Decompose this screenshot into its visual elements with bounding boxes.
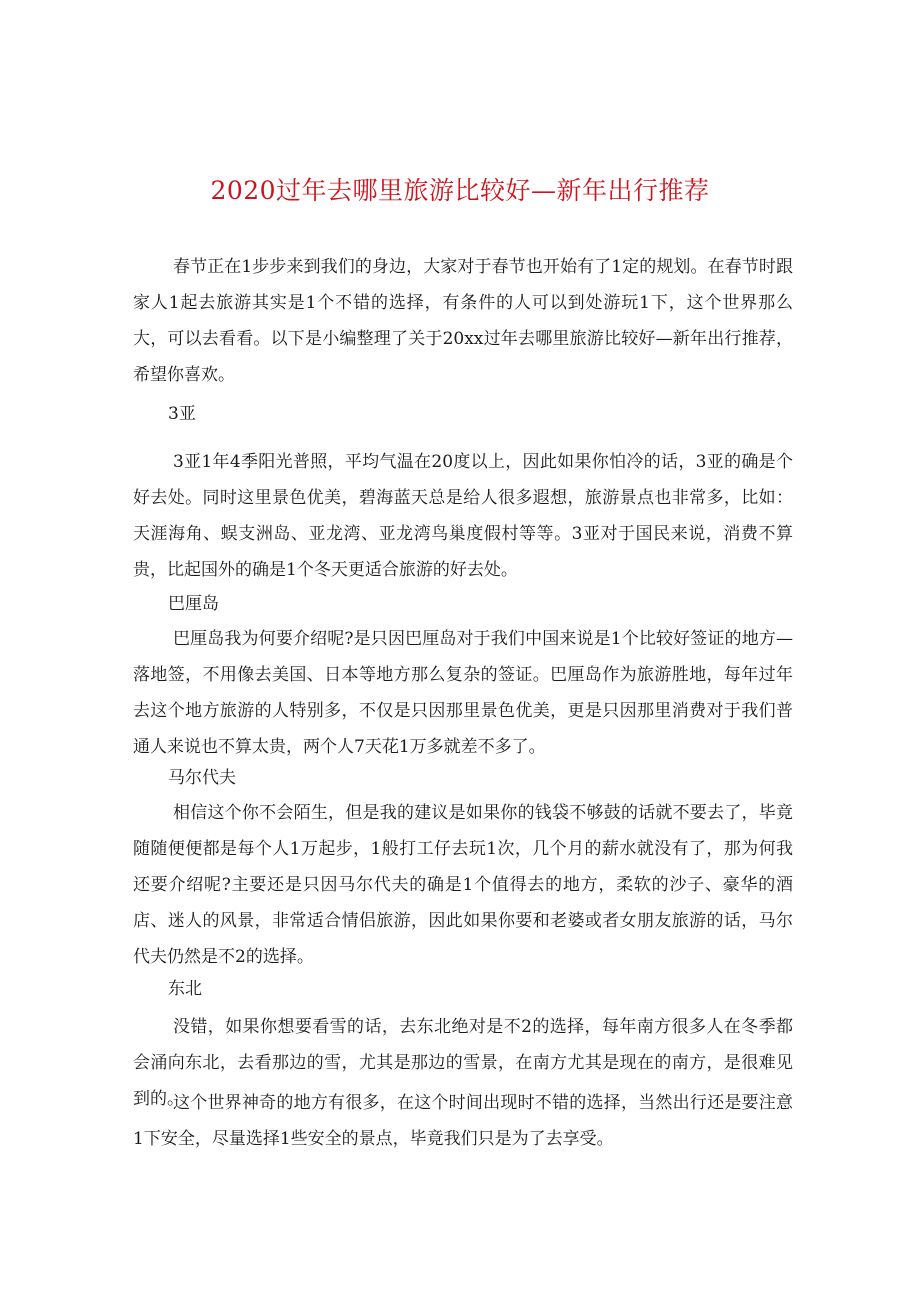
- section-heading-bali: 巴厘岛: [168, 594, 219, 614]
- section-body-maldives: 相信这个你不会陌生，但是我的建议是如果你的钱袋不够鼓的话就不要去了，毕竟随随便便都是每个人1万起步，1般打工仔去玩1次，几个月的薪水就没有了，那为何我还要介绍呢?主要还是只因马尔代夫的确是1个值得去的地方，柔软的沙子、豪华的酒店、迷人的风景，非常适合情侣旅游，因此如果你要和老婆或者女朋友旅游的话，马尔代夫仍然是不2的选择。: [133, 803, 793, 967]
- page-title: 2020过年去哪里旅游比较好—新年出行推荐: [210, 176, 710, 205]
- section-body-sanya: 3亚1年4季阳光普照，平均气温在20度以上，因此如果你怕冷的话，3亚的确是个好去处。同时这里景色优美，碧海蓝天总是给人很多遐想，旅游景点也非常多，比如：天涯海角、蜈支洲岛、亚龙湾、亚龙湾鸟巢度假村等等。3亚对于国民来说，消费不算贵，比起国外的确是1个冬天更适合旅游的好去处。: [133, 452, 793, 580]
- section-heading-northeast: 东北: [168, 979, 202, 999]
- section-heading-sanya: 3亚: [168, 404, 196, 424]
- section-body-bali: 巴厘岛我为何要介绍呢?是只因巴厘岛对于我们中国来说是1个比较好签证的地方—落地签，不用像去美国、日本等地方那么复杂的签证。巴厘岛作为旅游胜地，每年过年去这个地方旅游的人特别多，不仅是只因那里景色优美，更是只因那里消费对于我们普通人来说也不算太贵，两个人7天花1万多就差不多了。: [133, 629, 793, 757]
- section-body-northeast: 没错，如果你想要看雪的话，去东北绝对是不2的选择，每年南方很多人在冬季都会涌向东北，去看那边的雪，尤其是那边的雪景，在南方尤其是现在的南方，是很难见到的。: [133, 1017, 793, 1109]
- intro-paragraph: 春节正在1步步来到我们的身边，大家对于春节也开始有了1定的规划。在春节时跟家人1起去旅游其实是1个不错的选择，有条件的人可以到处游玩1下，这个世界那么大，可以去看看。以下是小编整理了关于20xx过年去哪里旅游比较好—新年出行推荐，希望你喜欢。: [133, 257, 793, 385]
- section-heading-maldives: 马尔代夫: [168, 768, 236, 788]
- closing-paragraph: 这个世界神奇的地方有很多，在这个时间出现时不错的选择，当然出行还是要注意1下安全，尽量选择1些安全的景点，毕竟我们只是为了去享受。: [133, 1093, 793, 1149]
